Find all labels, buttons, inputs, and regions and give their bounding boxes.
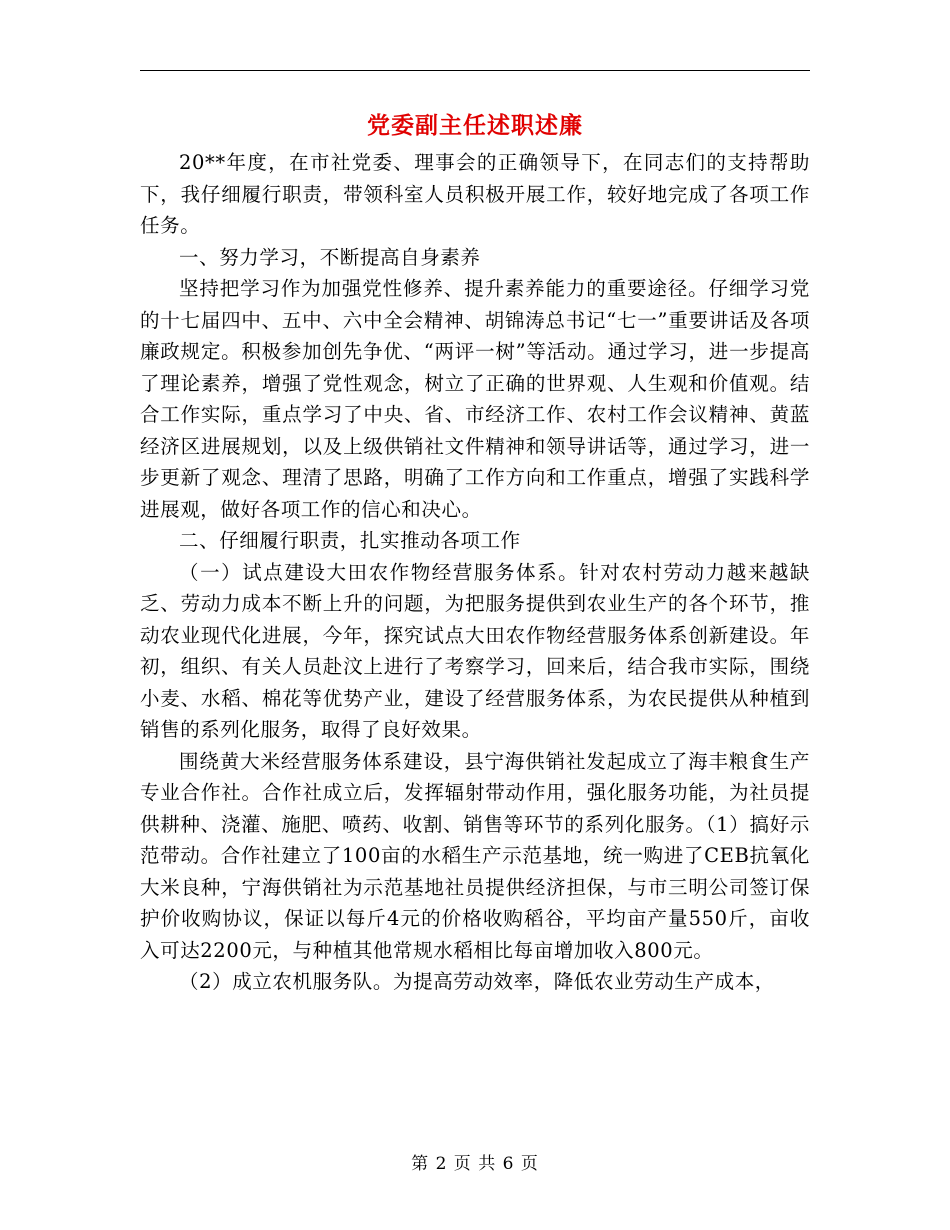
page-number: 第 2 页 共 6 页 (411, 1154, 539, 1174)
heading-section-2: 二、仔细履行职责，扎实推动各项工作 (179, 529, 521, 552)
header-rule (140, 70, 810, 71)
heading-section-1: 一、努力学习，不断提高自身素养 (179, 245, 481, 269)
paragraph-pilot-system: （一）试点建设大田农作物经营服务体系。针对农村劳动力越来越缺乏、劳动力成本不断上升的问题，为把服务提供到农业生产的各个环节，推动农业现代化进展，今年，探究试点大田农作物经营服务体系创新建设。年初，组织、有关人员赴汶上进行了考察学习，回来后，结合我市实际，围绕小麦、水稻、棉花等优势产业，建设了经营服务体系，为农民提供从种植到销售的系列化服务，取得了良好效果。 (140, 560, 810, 741)
paragraph-study: 坚持把学习作为加强党性修养、提升素养能力的重要途径。仔细学习党的十七届四中、五中、六中全会精神、胡锦涛总书记“七一”重要讲话及各项廉政规定。积极参加创先争优、“两评一树”等活动。通过学习，进一步提高了理论素养，增强了党性观念，树立了正确的世界观、人生观和价值观。结合工作实际，重点学习了中央、省、市经济工作、农村工作会议精神、黄蓝经济区进展规划，以及上级供销社文件精神和领导讲话等，通过学习，进一步更新了观念、理清了思路，明确了工作方向和工作重点，增强了实践科学进展观，做好各项工作的信心和决心。 (140, 277, 810, 521)
paragraph-machinery-team: （2）成立农机服务队。为提高劳动效率，降低农业劳动生产成本， (179, 970, 775, 993)
document-body (140, 147, 810, 998)
paragraph-intro: 20**年度，在市社党委、理事会的正确领导下，在同志们的支持帮助下，我仔细履行职责，带领科室人员积极开展工作，较好地完成了各项工作任务。 (140, 151, 810, 237)
document-title: 党委副主任述职述廉 (367, 112, 583, 139)
paragraph-cooperative: 围绕黄大米经营服务体系建设，县宁海供销社发起成立了海丰粮食生产专业合作社。合作社成立后，发挥辐射带动作用，强化服务功能，为社员提供耕种、浇灌、施肥、喷药、收割、销售等环节的系列化服务。（1）搞好示范带动。合作社建立了100亩的水稻生产示范基地，统一购进了CEB抗氧化大米良种，宁海供销社为示范基地社员提供经济担保，与市三明公司签订保护价收购协议，保证以每斤4元的价格收购稻谷，平均亩产量550斤，亩收入可达2200元，与种植其他常规水稻相比每亩增加收入800元。 (140, 749, 810, 962)
